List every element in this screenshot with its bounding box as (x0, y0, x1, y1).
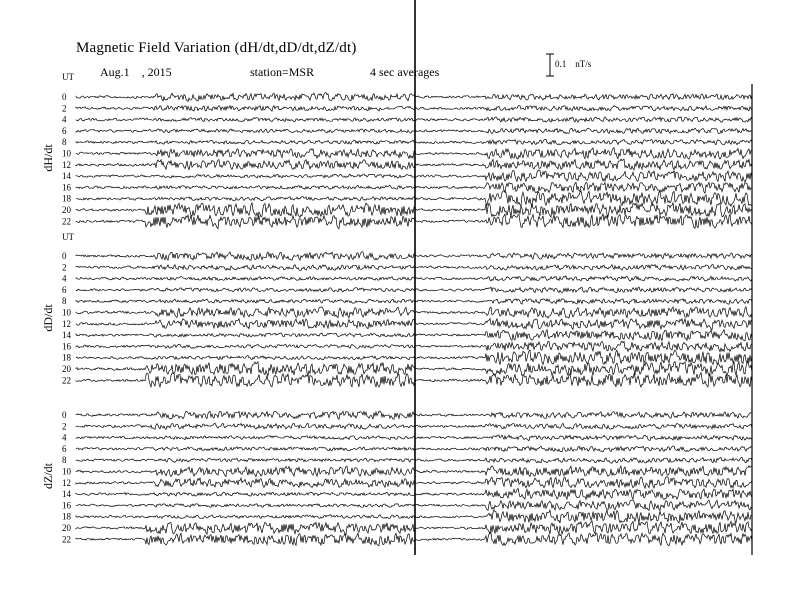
trace-line (76, 330, 752, 341)
hour-tick-label: 6 (62, 443, 67, 454)
panel-dZ-per-dt (41, 410, 752, 546)
trace-line (76, 191, 752, 207)
trace-line (76, 128, 752, 134)
trace-line (76, 341, 752, 352)
hour-tick-label: 4 (62, 273, 67, 284)
hour-tick-label: 14 (62, 171, 71, 182)
trace-line (76, 203, 752, 218)
hour-tick-label: 8 (62, 455, 67, 466)
trace-line (76, 510, 752, 523)
hour-tick-label: 20 (62, 364, 71, 374)
hour-tick-label: 12 (62, 159, 71, 170)
date-label: Aug.1 , 2015 (100, 65, 172, 79)
hour-tick-label: 14 (62, 330, 71, 341)
hour-tick-label: 18 (62, 352, 71, 363)
chart-title: Magnetic Field Variation (dH/dt,dD/dt,dZ/dt) (76, 40, 357, 56)
averaging-label: 4 sec averages (370, 65, 440, 79)
trace-line (76, 500, 752, 511)
trace-line (76, 362, 752, 376)
hour-tick-label: 16 (62, 182, 71, 193)
hour-tick-label: 2 (62, 103, 67, 114)
trace-line (76, 139, 752, 145)
trace-line (76, 170, 752, 182)
hour-tick-label: 4 (62, 432, 67, 443)
station-label: station=MSR (250, 65, 315, 79)
trace-line (76, 106, 752, 112)
scale-bar-label: 0.1 nT/s (555, 59, 592, 69)
hour-tick-label: 4 (62, 114, 67, 125)
trace-line (76, 287, 752, 293)
hour-tick-label: 2 (62, 421, 67, 432)
hour-tick-label: 12 (62, 477, 71, 488)
hour-tick-label: 0 (62, 92, 67, 102)
trace-line (76, 521, 752, 535)
trace-line (76, 466, 752, 477)
hour-tick-label: 22 (62, 216, 71, 227)
panel-dH-per-dt (41, 72, 752, 229)
trace-line (76, 148, 752, 160)
panel-dD-per-dt (41, 232, 752, 387)
hour-tick-label: 6 (62, 284, 67, 295)
trace-line (76, 252, 752, 261)
trace-line (76, 488, 752, 499)
panel-ylabel: dZ/dt (41, 463, 55, 489)
hour-tick-label: 6 (62, 125, 67, 136)
hour-tick-label: 20 (62, 205, 71, 215)
trace-line (76, 265, 752, 271)
trace-line (76, 319, 752, 330)
hour-tick-label: 0 (62, 251, 67, 261)
hour-tick-label: 10 (62, 148, 71, 159)
hour-tick-label: 16 (62, 341, 71, 352)
panel-ylabel: dH/dt (41, 144, 55, 172)
trace-line (76, 182, 752, 193)
hour-tick-label: 18 (62, 511, 71, 522)
panel-ylabel: dD/dt (41, 304, 55, 332)
trace-line (76, 307, 752, 318)
trace-line (76, 457, 752, 463)
trace-line (76, 446, 752, 452)
trace-line (76, 117, 752, 122)
trace-line (76, 533, 752, 546)
hour-tick-label: 22 (62, 534, 71, 545)
hour-tick-label: 18 (62, 193, 71, 204)
ut-label: UT (62, 72, 74, 82)
trace-line (76, 477, 752, 488)
hour-tick-label: 10 (62, 307, 71, 318)
hour-tick-label: 22 (62, 375, 71, 386)
trace-line (76, 350, 752, 365)
trace-line (76, 159, 752, 170)
hour-tick-label: 20 (62, 523, 71, 533)
hour-tick-label: 10 (62, 466, 71, 477)
hour-tick-label: 12 (62, 318, 71, 329)
hour-tick-label: 8 (62, 296, 67, 307)
ut-label: UT (62, 232, 74, 242)
hour-tick-label: 8 (62, 137, 67, 148)
hour-tick-label: 0 (62, 410, 67, 420)
trace-line (76, 411, 752, 419)
trace-line (76, 299, 752, 304)
trace-line (76, 214, 752, 229)
trace-line (76, 373, 752, 388)
trace-line (76, 435, 752, 441)
trace-line (76, 93, 752, 102)
hour-tick-label: 2 (62, 262, 67, 273)
hour-tick-label: 16 (62, 500, 71, 511)
hour-tick-label: 14 (62, 489, 71, 500)
trace-line (76, 276, 752, 281)
trace-line (76, 423, 752, 429)
